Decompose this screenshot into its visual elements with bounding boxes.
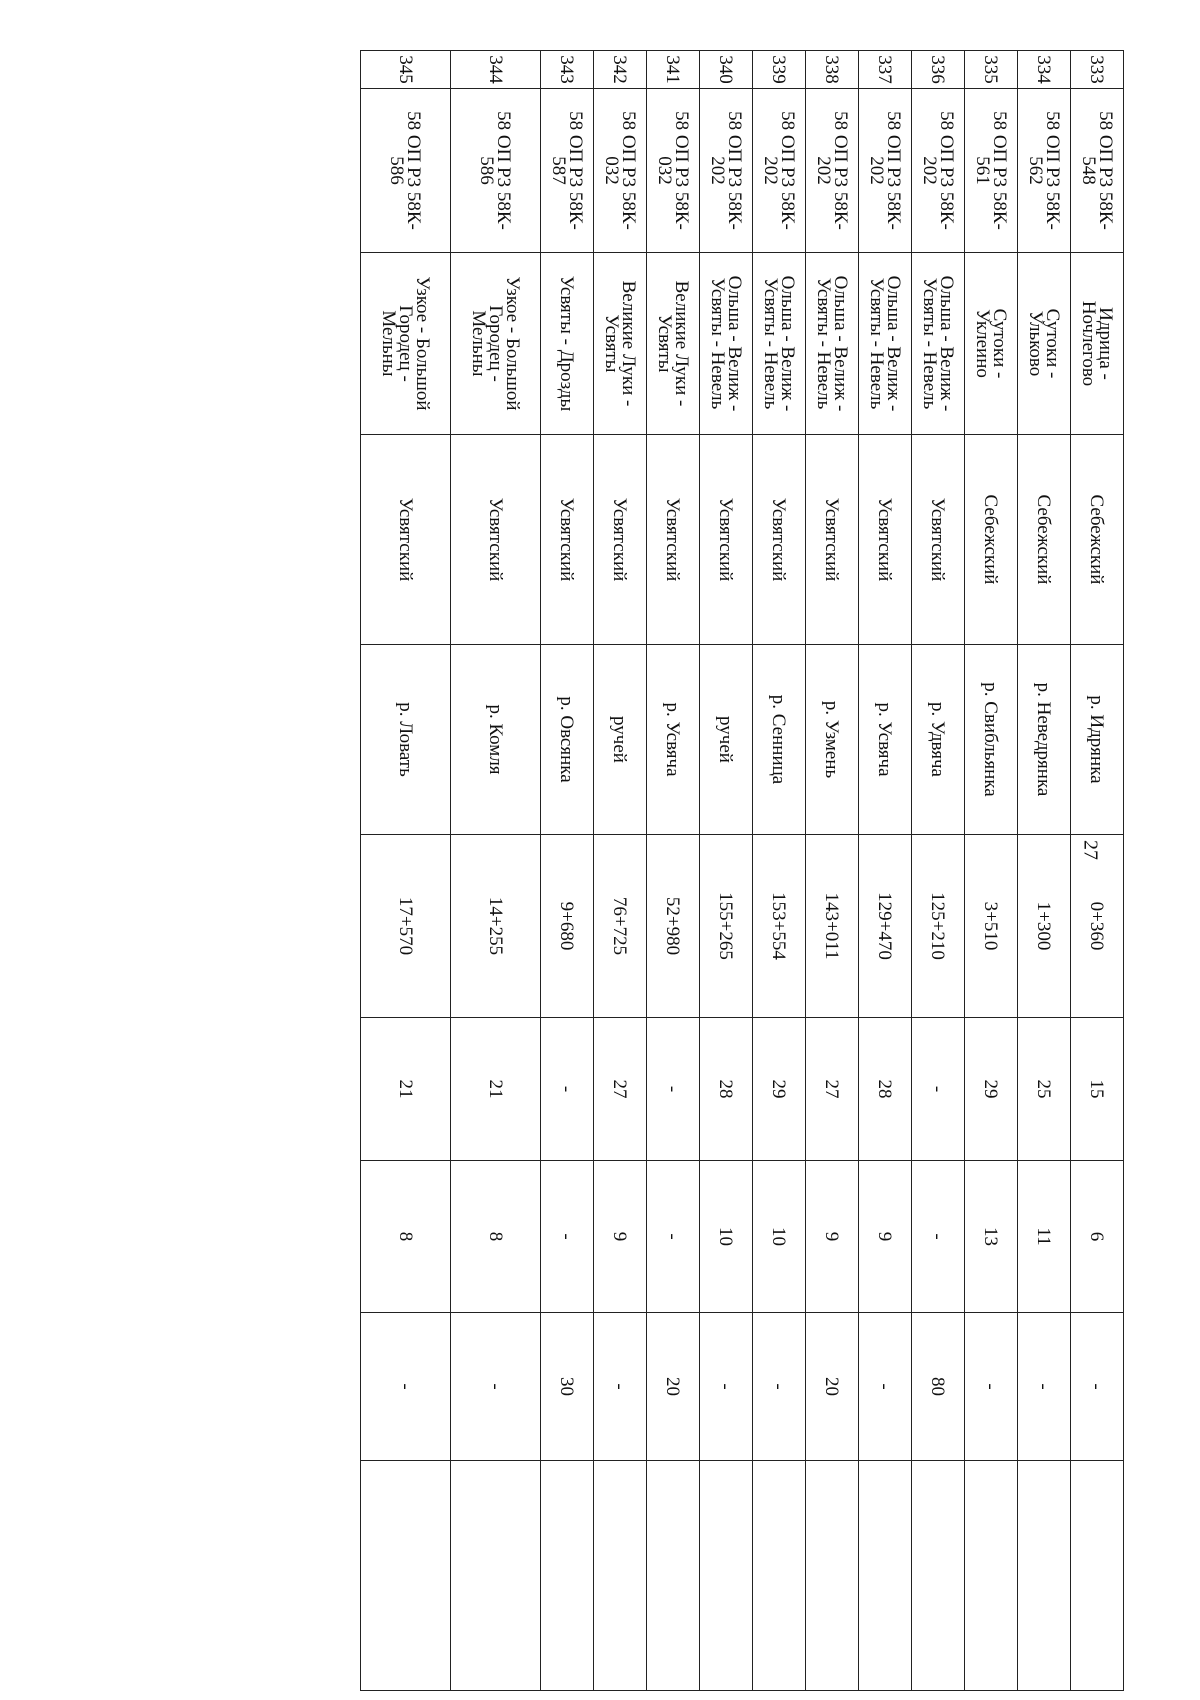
extra-value-cell: - — [594, 1313, 647, 1461]
empty-cell — [912, 1461, 965, 1691]
road-name-cell: Ольша - Велиж - Усвяты - Невель — [912, 253, 965, 435]
width-value-cell: 8 — [361, 1161, 451, 1313]
row-number-cell: 345 — [361, 51, 451, 89]
table-row — [647, 51, 700, 1691]
empty-cell — [859, 1461, 912, 1691]
road-id-cell: 58 ОП Р3 58К- 032 — [594, 89, 647, 253]
watercourse-cell: р. Узмень — [806, 645, 859, 835]
road-name-cell: Сутоки - Ульково — [1018, 253, 1071, 435]
empty-cell — [1018, 1461, 1071, 1691]
road-name-cell: Ольша - Велиж - Усвяты - Невель — [700, 253, 753, 435]
length-value-cell: 28 — [859, 1018, 912, 1161]
km-position-cell: 9+680 — [541, 835, 594, 1018]
page-number: 27 — [1079, 840, 1102, 860]
district-cell: Усвятский — [912, 435, 965, 645]
watercourse-cell: р. Свибльянка — [965, 645, 1018, 835]
road-name-cell: Узкое - Большой Городец - Мельны — [361, 253, 451, 435]
km-position-cell: 76+725 — [594, 835, 647, 1018]
row-number-cell: 336 — [912, 51, 965, 89]
rotated-page — [56, 50, 1124, 1690]
table-row — [700, 51, 753, 1691]
road-name-cell: Великие Луки - Усвяты — [647, 253, 700, 435]
road-id-cell: 58 ОП Р3 58К- 202 — [806, 89, 859, 253]
extra-value-cell: - — [753, 1313, 806, 1461]
extra-value-cell: - — [361, 1313, 451, 1461]
length-value-cell: 27 — [594, 1018, 647, 1161]
district-cell: Себежский — [1018, 435, 1071, 645]
district-cell: Себежский — [965, 435, 1018, 645]
table-row — [965, 51, 1018, 1691]
road-id-cell: 58 ОП Р3 58К- 586 — [451, 89, 541, 253]
road-id-cell: 58 ОП Р3 58К- 202 — [753, 89, 806, 253]
table-body — [361, 51, 1124, 1691]
km-position-cell: 129+470 — [859, 835, 912, 1018]
length-value-cell: 15 — [1071, 1018, 1124, 1161]
extra-value-cell: - — [965, 1313, 1018, 1461]
table-row — [806, 51, 859, 1691]
district-cell: Усвятский — [753, 435, 806, 645]
extra-value-cell: 30 — [541, 1313, 594, 1461]
empty-cell — [753, 1461, 806, 1691]
road-name-cell: Узкое - Большой Городец - Мельны — [451, 253, 541, 435]
row-number-cell: 341 — [647, 51, 700, 89]
empty-cell — [965, 1461, 1018, 1691]
table-row — [451, 51, 541, 1691]
road-id-cell: 58 ОП Р3 58К- 586 — [361, 89, 451, 253]
extra-value-cell: - — [451, 1313, 541, 1461]
watercourse-cell: ручей — [700, 645, 753, 835]
road-id-cell: 58 ОП Р3 58К- 562 — [1018, 89, 1071, 253]
row-number-cell: 337 — [859, 51, 912, 89]
road-name-cell: Великие Луки - Усвяты — [594, 253, 647, 435]
road-id-cell: 58 ОП Р3 58К- 548 — [1071, 89, 1124, 253]
road-name-cell: Идрица - Ночлегово — [1071, 253, 1124, 435]
table-row — [859, 51, 912, 1691]
length-value-cell: 25 — [1018, 1018, 1071, 1161]
length-value-cell: 28 — [700, 1018, 753, 1161]
extra-value-cell: - — [1018, 1313, 1071, 1461]
empty-cell — [361, 1461, 451, 1691]
extra-value-cell: 80 — [912, 1313, 965, 1461]
empty-cell — [451, 1461, 541, 1691]
width-value-cell: 8 — [451, 1161, 541, 1313]
watercourse-cell: р. Овсянка — [541, 645, 594, 835]
km-position-cell: 155+265 — [700, 835, 753, 1018]
district-cell: Усвятский — [647, 435, 700, 645]
width-value-cell: 9 — [806, 1161, 859, 1313]
km-position-cell: 14+255 — [451, 835, 541, 1018]
watercourse-cell: р. Сенница — [753, 645, 806, 835]
extra-value-cell: 20 — [647, 1313, 700, 1461]
row-number-cell: 335 — [965, 51, 1018, 89]
empty-cell — [594, 1461, 647, 1691]
width-value-cell: 9 — [859, 1161, 912, 1313]
empty-cell — [541, 1461, 594, 1691]
length-value-cell: 27 — [806, 1018, 859, 1161]
row-number-cell: 333 — [1071, 51, 1124, 89]
km-position-cell: 52+980 — [647, 835, 700, 1018]
table-row — [1071, 51, 1124, 1691]
bridges-table — [360, 50, 1124, 1691]
km-position-cell: 0+360 — [1071, 835, 1124, 1018]
table-row — [753, 51, 806, 1691]
km-position-cell: 3+510 — [965, 835, 1018, 1018]
road-id-cell: 58 ОП Р3 58К- 032 — [647, 89, 700, 253]
watercourse-cell: ручей — [594, 645, 647, 835]
length-value-cell: - — [541, 1018, 594, 1161]
width-value-cell: - — [647, 1161, 700, 1313]
empty-cell — [806, 1461, 859, 1691]
row-number-cell: 334 — [1018, 51, 1071, 89]
row-number-cell: 339 — [753, 51, 806, 89]
length-value-cell: 29 — [753, 1018, 806, 1161]
road-id-cell: 58 ОП Р3 58К- 202 — [912, 89, 965, 253]
road-id-cell: 58 ОП Р3 58К- 587 — [541, 89, 594, 253]
watercourse-cell: р. Ловать — [361, 645, 451, 835]
width-value-cell: 6 — [1071, 1161, 1124, 1313]
watercourse-cell: р. Усвяча — [647, 645, 700, 835]
road-name-cell: Ольша - Велиж - Усвяты - Невель — [806, 253, 859, 435]
length-value-cell: - — [912, 1018, 965, 1161]
empty-cell — [700, 1461, 753, 1691]
table-row — [594, 51, 647, 1691]
km-position-cell: 125+210 — [912, 835, 965, 1018]
row-number-cell: 344 — [451, 51, 541, 89]
road-name-cell: Ольша - Велиж - Усвяты - Невель — [859, 253, 912, 435]
length-value-cell: 29 — [965, 1018, 1018, 1161]
road-name-cell: Ольша - Велиж - Усвяты - Невель — [753, 253, 806, 435]
watercourse-cell: р. Неведрянка — [1018, 645, 1071, 835]
district-cell: Усвятский — [859, 435, 912, 645]
watercourse-cell: р. Комля — [451, 645, 541, 835]
km-position-cell: 143+011 — [806, 835, 859, 1018]
km-position-cell: 1+300 — [1018, 835, 1071, 1018]
table-row — [541, 51, 594, 1691]
length-value-cell: 21 — [451, 1018, 541, 1161]
watercourse-cell: р. Идрянка — [1071, 645, 1124, 835]
length-value-cell: - — [647, 1018, 700, 1161]
district-cell: Усвятский — [451, 435, 541, 645]
width-value-cell: - — [541, 1161, 594, 1313]
road-name-cell: Сутоки - Уклеино — [965, 253, 1018, 435]
watercourse-cell: р. Усвяча — [859, 645, 912, 835]
table-row — [361, 51, 451, 1691]
road-id-cell: 58 ОП Р3 58К- 561 — [965, 89, 1018, 253]
row-number-cell: 340 — [700, 51, 753, 89]
district-cell: Себежский — [1071, 435, 1124, 645]
width-value-cell: 10 — [700, 1161, 753, 1313]
row-number-cell: 343 — [541, 51, 594, 89]
district-cell: Усвятский — [806, 435, 859, 645]
width-value-cell: 13 — [965, 1161, 1018, 1313]
road-name-cell: Усвяты - Дрозды — [541, 253, 594, 435]
row-number-cell: 342 — [594, 51, 647, 89]
empty-cell — [647, 1461, 700, 1691]
empty-cell — [1071, 1461, 1124, 1691]
district-cell: Усвятский — [594, 435, 647, 645]
length-value-cell: 21 — [361, 1018, 451, 1161]
watercourse-cell: р. Удвяча — [912, 645, 965, 835]
km-position-cell: 153+554 — [753, 835, 806, 1018]
row-number-cell: 338 — [806, 51, 859, 89]
table-row — [1018, 51, 1071, 1691]
width-value-cell: 11 — [1018, 1161, 1071, 1313]
width-value-cell: 10 — [753, 1161, 806, 1313]
table-row — [912, 51, 965, 1691]
extra-value-cell: - — [700, 1313, 753, 1461]
extra-value-cell: 20 — [806, 1313, 859, 1461]
extra-value-cell: - — [1071, 1313, 1124, 1461]
width-value-cell: - — [912, 1161, 965, 1313]
road-id-cell: 58 ОП Р3 58К- 202 — [700, 89, 753, 253]
km-position-cell: 17+570 — [361, 835, 451, 1018]
district-cell: Усвятский — [361, 435, 451, 645]
district-cell: Усвятский — [541, 435, 594, 645]
width-value-cell: 9 — [594, 1161, 647, 1313]
extra-value-cell: - — [859, 1313, 912, 1461]
road-id-cell: 58 ОП Р3 58К- 202 — [859, 89, 912, 253]
district-cell: Усвятский — [700, 435, 753, 645]
